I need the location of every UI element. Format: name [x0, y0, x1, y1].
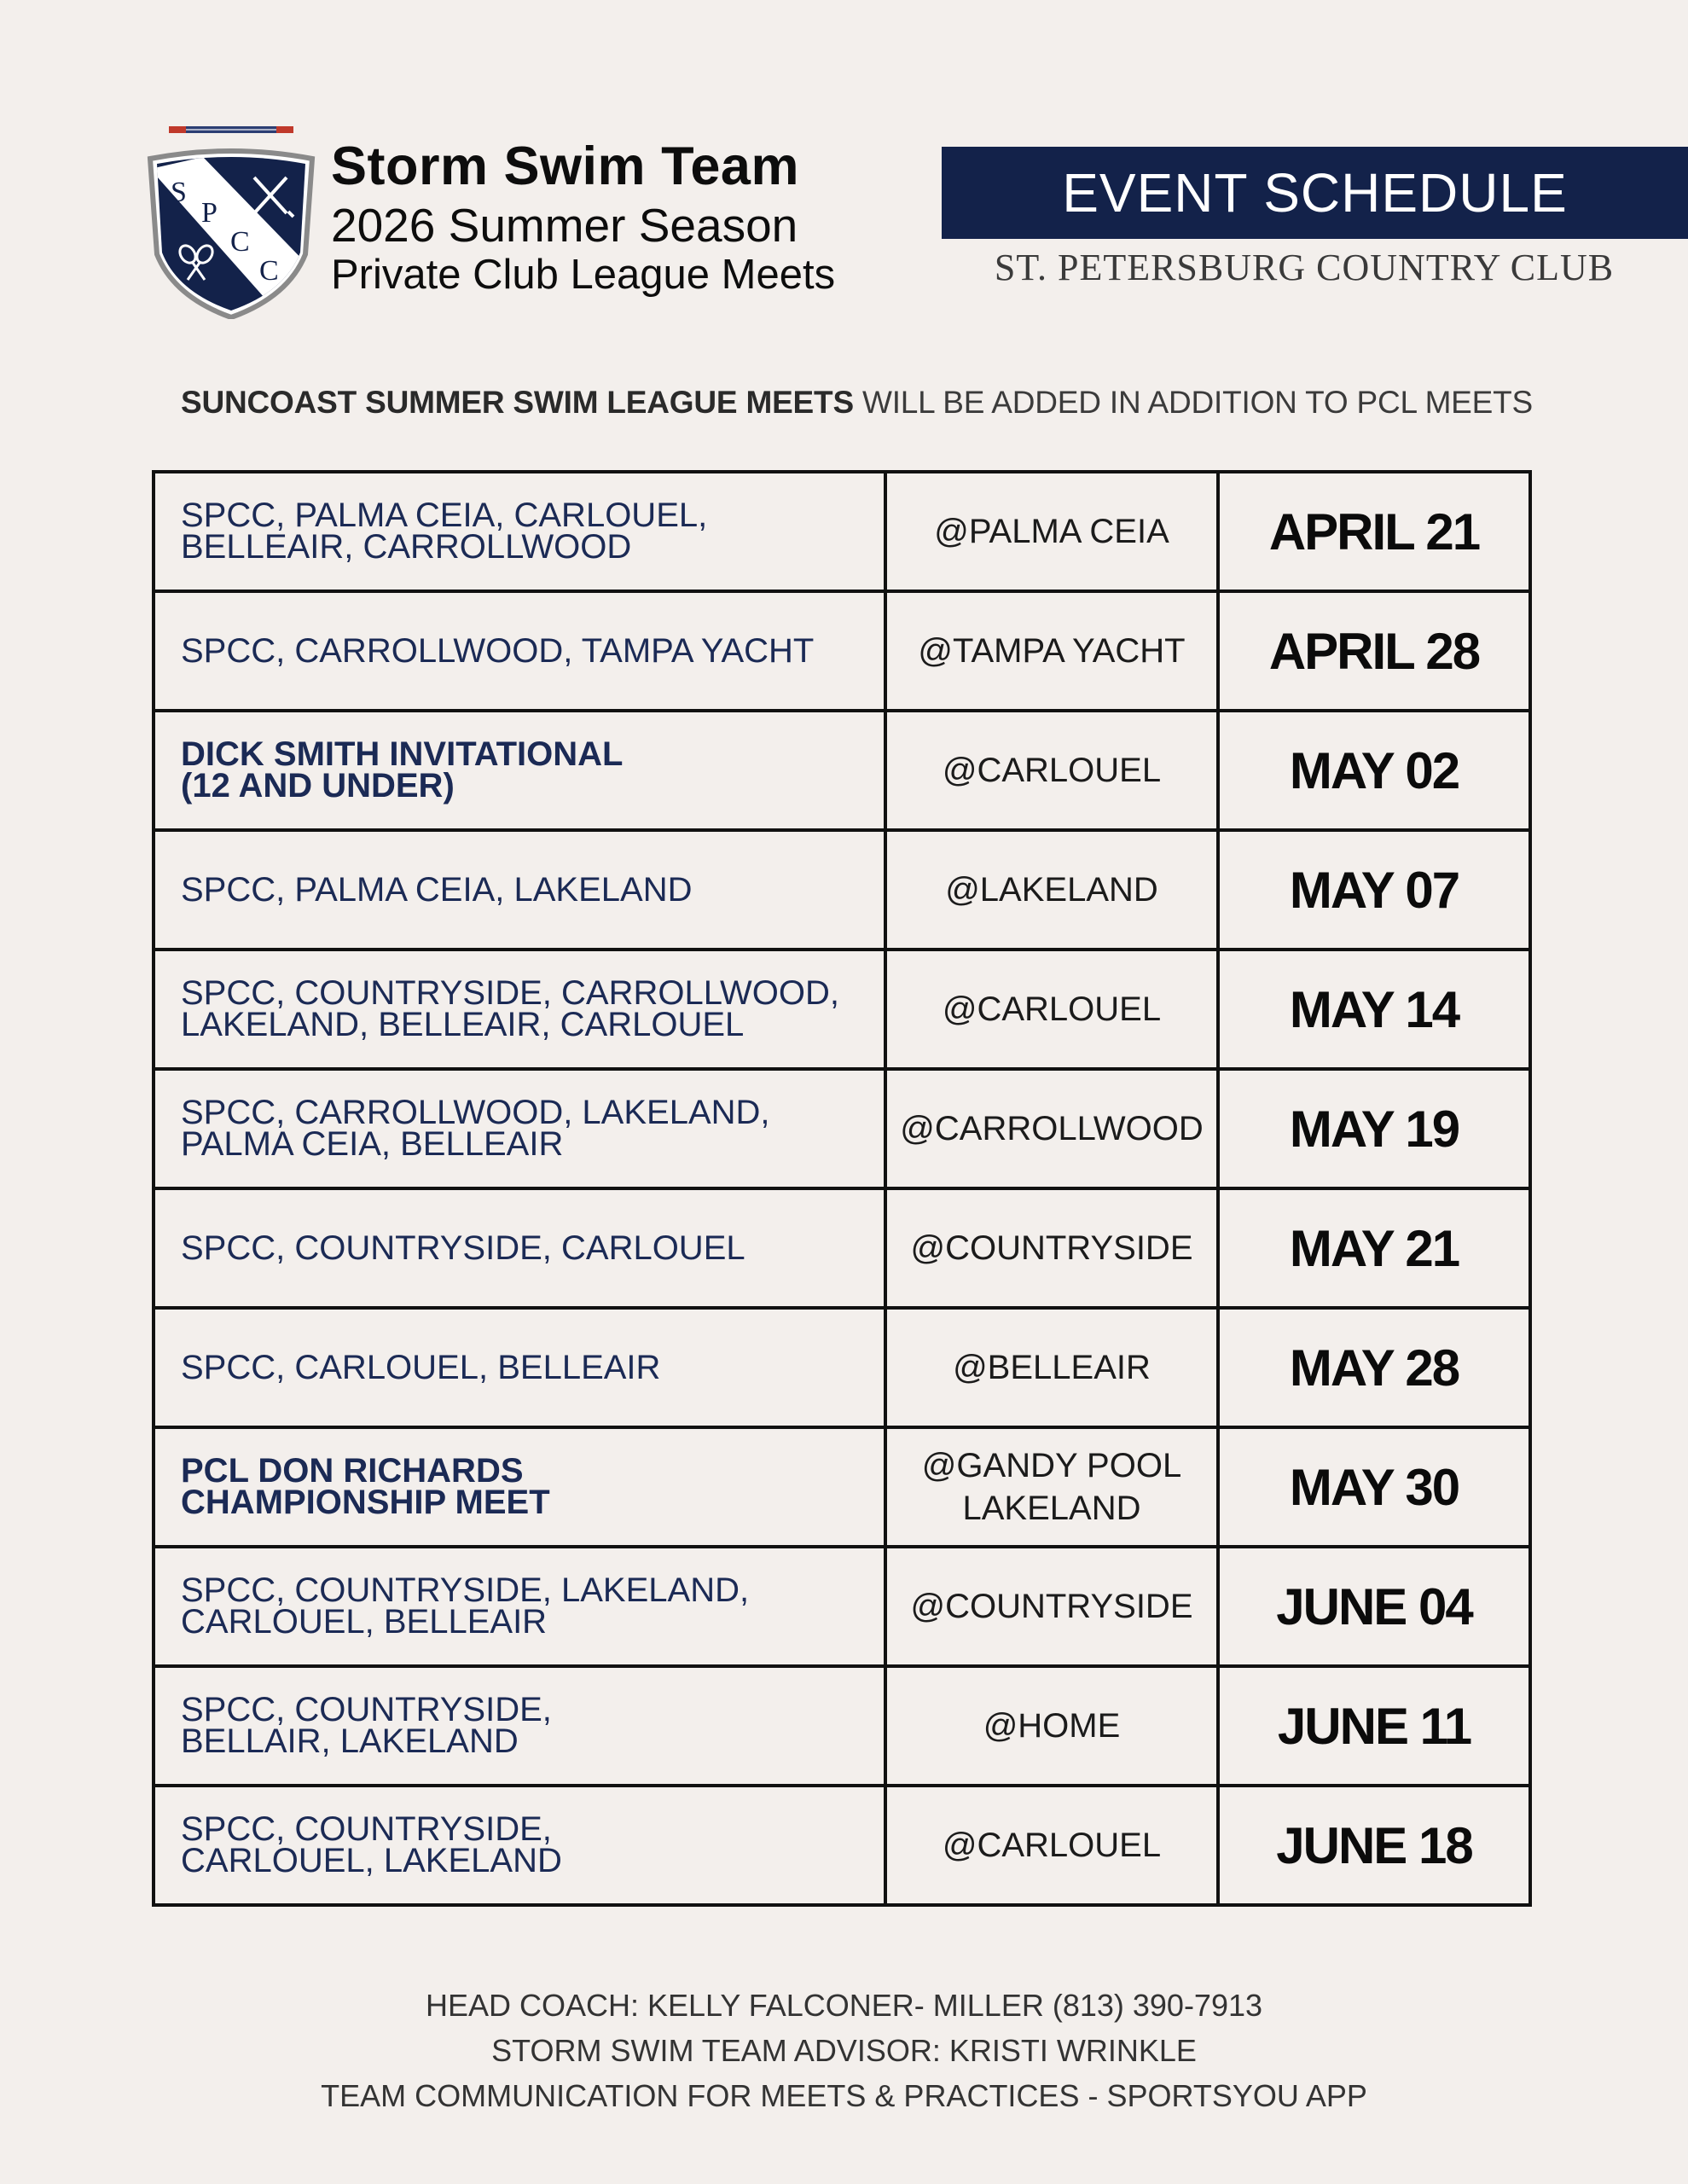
schedule-body — [154, 472, 1530, 1905]
notice-bold: SUNCOAST SUMMER SWIM LEAGUE MEETS — [181, 385, 854, 420]
meet-date: JUNE 11 — [1277, 1697, 1471, 1755]
meet-teams: PCL DON RICHARDS CHAMPIONSHIP MEET — [181, 1452, 550, 1521]
meet-teams-cell — [154, 950, 885, 1069]
club-name: ST. PETERSBURG COUNTRY CLUB — [994, 247, 1615, 288]
meet-location-cell — [885, 1786, 1218, 1905]
meet-teams: SPCC, COUNTRYSIDE, CARLOUEL, LAKELAND — [181, 1810, 562, 1879]
league-notice — [181, 382, 1546, 423]
meet-location-cell — [885, 1547, 1218, 1666]
meet-date-cell — [1218, 1786, 1530, 1905]
meet-date-cell — [1218, 1427, 1530, 1547]
meet-date: APRIL 28 — [1268, 622, 1480, 680]
meet-date-cell — [1218, 950, 1530, 1069]
meet-teams-cell — [154, 1069, 885, 1188]
meet-location-cell — [885, 591, 1218, 711]
communication-line: TEAM COMMUNICATION FOR MEETS & PRACTICES - SPORTSYOU APP — [321, 2078, 1367, 2113]
meet-teams: SPCC, COUNTRYSIDE, CARROLLWOOD, LAKELAND, BELLEAIR, CARLOUEL — [181, 974, 839, 1043]
meet-teams: SPCC, COUNTRYSIDE, LAKELAND, CARLOUEL, BELLEAIR — [181, 1571, 750, 1641]
meet-location: @CARLOUEL — [942, 990, 1162, 1028]
meet-teams: SPCC, COUNTRYSIDE, CARLOUEL — [181, 1228, 745, 1267]
meet-location: @HOME — [983, 1707, 1121, 1745]
table-row — [154, 1188, 1530, 1308]
meet-teams: SPCC, COUNTRYSIDE, BELLAIR, LAKELAND — [181, 1691, 552, 1760]
meet-date: JUNE 18 — [1276, 1816, 1472, 1874]
meet-date-cell — [1218, 830, 1530, 950]
meet-location: @BELLEAIR — [953, 1349, 1151, 1386]
table-row — [154, 830, 1530, 950]
meet-location-cell — [885, 1308, 1218, 1427]
meet-teams-cell — [154, 1308, 885, 1427]
event-schedule-banner — [942, 147, 1688, 239]
crest-letter-p: P — [201, 197, 218, 229]
meet-date: MAY 02 — [1289, 741, 1459, 799]
table-row — [154, 591, 1530, 711]
meet-location-cell — [885, 1188, 1218, 1308]
meet-teams-cell — [154, 711, 885, 830]
meet-date-cell — [1218, 1666, 1530, 1786]
meet-location-cell — [885, 1666, 1218, 1786]
meet-location-cell — [885, 711, 1218, 830]
table-row — [154, 1666, 1530, 1786]
table-row — [154, 1547, 1530, 1666]
meet-date: MAY 14 — [1289, 980, 1459, 1038]
meet-location: @PALMA CEIA — [934, 513, 1169, 550]
crest-letter-c2: C — [259, 255, 279, 287]
meet-date: MAY 19 — [1289, 1100, 1459, 1158]
club-crest-logo — [143, 126, 319, 319]
meet-date-cell — [1218, 1069, 1530, 1188]
meet-teams-cell — [154, 472, 885, 591]
meet-date-cell — [1218, 1547, 1530, 1666]
meet-date: MAY 21 — [1289, 1219, 1459, 1277]
crest-letter-s: S — [171, 177, 187, 208]
meet-teams: SPCC, PALMA CEIA, LAKELAND — [181, 870, 693, 909]
meet-date: MAY 07 — [1289, 861, 1459, 919]
meet-location: @CARLOUEL — [942, 1827, 1162, 1864]
meet-teams: SPCC, CARLOUEL, BELLEAIR — [181, 1348, 661, 1386]
meet-location: @COUNTRYSIDE — [910, 1229, 1193, 1267]
meet-date-cell — [1218, 711, 1530, 830]
meet-location: @COUNTRYSIDE — [910, 1588, 1193, 1625]
advisor-line: STORM SWIM TEAM ADVISOR: KRISTI WRINKLE — [491, 2033, 1197, 2068]
meet-teams-cell — [154, 1786, 885, 1905]
meet-teams-cell — [154, 1188, 885, 1308]
meet-date-cell — [1218, 591, 1530, 711]
crest-letter-c: C — [230, 226, 250, 258]
meet-teams-cell — [154, 1427, 885, 1547]
meet-teams-cell — [154, 591, 885, 711]
notice-rest: WILL BE ADDED IN ADDITION TO PCL MEETS — [853, 385, 1534, 420]
meet-date-cell — [1218, 1308, 1530, 1427]
meet-location-cell — [885, 830, 1218, 950]
meet-teams-cell — [154, 1547, 885, 1666]
meet-teams-cell — [154, 1666, 885, 1786]
meet-location: @LAKELAND — [945, 871, 1158, 909]
meet-teams: SPCC, CARROLLWOOD, TAMPA YACHT — [181, 631, 815, 670]
table-row — [154, 1069, 1530, 1188]
meet-location-cell — [885, 472, 1218, 591]
meet-teams: SPCC, CARROLLWOOD, LAKELAND, PALMA CEIA, BELLEAIR — [181, 1094, 770, 1163]
meet-date: APRIL 21 — [1268, 502, 1480, 561]
meet-date: MAY 28 — [1289, 1339, 1459, 1397]
meet-location: @TAMPA YACHT — [918, 632, 1186, 670]
meet-teams: DICK SMITH INVITATIONAL (12 AND UNDER) — [181, 735, 624, 804]
meet-teams: SPCC, PALMA CEIA, CARLOUEL, BELLEAIR, CARROLLWOOD — [181, 497, 708, 566]
meet-schedule-table — [152, 470, 1532, 1907]
meet-date-cell — [1218, 472, 1530, 591]
contact-footer — [0, 1983, 1688, 2118]
league-title: Private Club League Meets — [331, 252, 836, 298]
meet-location: @CARLOUEL — [942, 752, 1162, 789]
table-row — [154, 1427, 1530, 1547]
meet-location-cell — [885, 1427, 1218, 1547]
meet-teams-cell — [154, 830, 885, 950]
meet-location: @GANDY POOL LAKELAND — [921, 1447, 1182, 1527]
team-name: Storm Swim Team — [331, 136, 799, 196]
meet-location-cell — [885, 950, 1218, 1069]
table-row — [154, 1308, 1530, 1427]
meet-location-cell — [885, 1069, 1218, 1188]
meet-location: @CARROLLWOOD — [900, 1110, 1204, 1147]
table-row — [154, 950, 1530, 1069]
meet-date: JUNE 04 — [1276, 1577, 1472, 1635]
meet-date: MAY 30 — [1289, 1458, 1459, 1516]
title-block — [331, 136, 836, 298]
table-row — [154, 1786, 1530, 1905]
head-coach-line: HEAD COACH: KELLY FALCONER- MILLER (813) 390-7913 — [425, 1988, 1263, 2023]
banner-text: EVENT SCHEDULE — [1062, 162, 1568, 224]
season-title: 2026 Summer Season — [331, 199, 798, 252]
meet-date-cell — [1218, 1188, 1530, 1308]
table-row — [154, 472, 1530, 591]
table-row — [154, 711, 1530, 830]
